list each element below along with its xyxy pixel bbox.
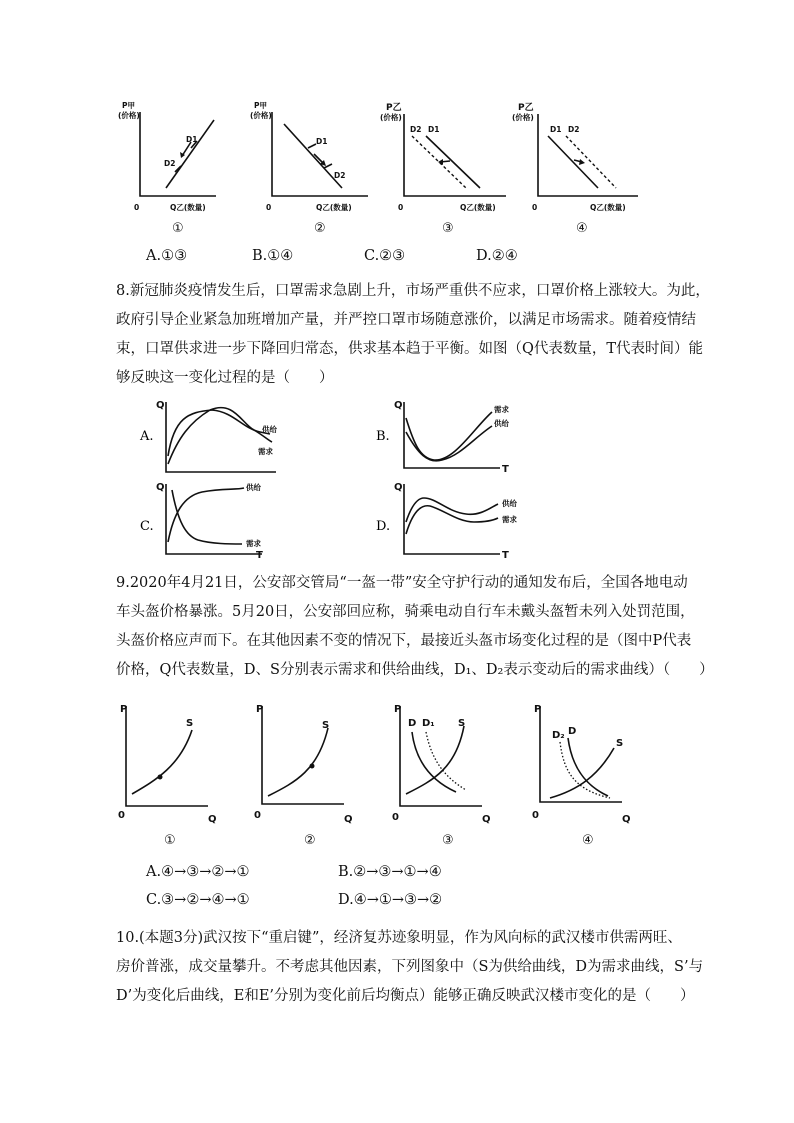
q7-graph-3: [380, 98, 510, 238]
q8-b-label-supply: 供给: [494, 419, 509, 428]
q8-a-y-label: Q: [156, 400, 165, 411]
q9-option-d[interactable]: D.④→①→③→②: [338, 892, 443, 908]
q8-d-label-demand: 需求: [502, 515, 517, 524]
q9-g4-demand-curve: [568, 738, 608, 796]
q9-g2-p-label: P: [256, 704, 264, 715]
q7-g1-number: ①: [172, 221, 184, 236]
q7-g2-origin: 0: [266, 203, 272, 212]
q8-d-y-label: Q: [394, 482, 403, 493]
q8-line-1: 8.新冠肺炎疫情发生后，口罩需求急剧上升，市场严重供不应求，口罩价格上涨较大。为此，: [116, 283, 710, 299]
q8-a-label-demand: 需求: [258, 447, 273, 456]
q9-g3-number: ③: [442, 833, 454, 848]
q9-g1-p-label: P: [120, 704, 128, 715]
q7-g2-tick-d1: [308, 144, 316, 148]
q8-c-supply-curve: [168, 488, 244, 542]
q9-g3-origin: 0: [392, 812, 399, 823]
q8-question: [116, 277, 710, 393]
q9-g2-point: [310, 764, 315, 769]
q9-g3-q-label: Q: [482, 814, 491, 825]
q7-g1-x-label: Q乙(数量): [170, 203, 206, 212]
q9-g4-origin: 0: [532, 810, 539, 821]
q8-b-axes: [404, 402, 500, 468]
q7-g2-x-label: Q乙(数量): [316, 203, 352, 212]
q9-g1-supply-curve: [132, 730, 192, 794]
q7-option-a[interactable]: A.①③: [146, 248, 188, 264]
q9-g2-q-label: Q: [344, 814, 353, 825]
q8-a-label-supply: 供给: [262, 425, 277, 434]
q9-option-b[interactable]: B.②→③→①→④: [338, 864, 442, 880]
q9-g2-origin: 0: [254, 810, 261, 821]
q8-b-label-demand: 需求: [494, 405, 509, 414]
q9-g2-s-label: S: [322, 720, 330, 731]
q8-d-label-supply: 供给: [502, 499, 517, 508]
q7-g3-d1: D1: [428, 125, 440, 134]
q7-option-c[interactable]: C.②③: [364, 248, 406, 264]
q7-g2-y-unit: (价格): [250, 111, 272, 120]
q8-b-y-label: Q: [394, 400, 403, 411]
q7-graph-4: [512, 98, 642, 238]
q7-g2-axes: [272, 112, 368, 196]
q9-g2-supply-curve: [268, 728, 328, 796]
q9-g2-axes: [262, 706, 344, 804]
q8-line-2: 政府引导企业紧急加班增加产量，并严控口罩市场随意涨价，以满足市场需求。随着疫情结: [116, 312, 696, 328]
q7-g1-d1: D1: [186, 135, 198, 144]
q8-c-y-label: Q: [156, 482, 165, 493]
q8-d-x-label: T: [502, 550, 509, 560]
q8-graph-a[interactable]: [138, 398, 298, 478]
q7-g1-d2: D2: [164, 159, 176, 168]
q7-graph-1: [118, 98, 218, 238]
q9-option-a[interactable]: A.④→③→②→①: [146, 864, 250, 880]
q10-question: [116, 924, 704, 1011]
q9-g4-q-label: Q: [622, 814, 631, 825]
q7-g4-arrow-head: [579, 159, 585, 165]
q9-line-1: 9.2020年4月21日，公安部交管局“一盔一带”安全守护行动的通知发布后，全国各地电动: [116, 575, 688, 591]
q9-g3-p-label: P: [394, 704, 402, 715]
q9-graph-1: [112, 698, 222, 848]
q9-g4-s-label: S: [616, 738, 624, 749]
q9-graph-4: [530, 698, 640, 848]
q10-line-3: D’为变化后曲线，E和E’分别为变化前后均衡点）能够正确反映武汉楼市变化的是（ ）: [116, 988, 695, 1004]
q9-graph-2: [252, 698, 362, 848]
q8-b-option: B.: [376, 429, 390, 444]
q7-g3-y-unit: (价格): [380, 113, 402, 122]
q7-g1-y-unit: (价格): [118, 111, 140, 120]
q8-b-x-label: T: [502, 464, 509, 475]
q9-line-3: 头盔价格应声而下。在其他因素不变的情况下，最接近头盔市场变化过程的是（图中P代表: [116, 633, 692, 649]
q7-g1-origin: 0: [134, 203, 140, 212]
q9-question: [116, 569, 714, 685]
q8-c-x-label: T: [256, 550, 263, 560]
q7-g4-d1: D1: [550, 125, 562, 134]
q7-option-b[interactable]: B.①④: [252, 248, 294, 264]
q9-g1-s-label: S: [186, 718, 194, 729]
q9-g4-d-label: D: [568, 726, 577, 737]
q8-graph-d[interactable]: [374, 478, 534, 560]
q7-g3-origin: 0: [398, 203, 404, 212]
q9-g3-s-label: S: [458, 718, 466, 729]
q9-g1-q-label: Q: [208, 814, 217, 825]
q9-g4-p-label: P: [534, 704, 542, 715]
q9-g3-supply-curve: [406, 726, 464, 794]
q8-a-demand-curve: [168, 408, 272, 464]
q7-g3-d1-line: [426, 136, 480, 188]
q8-d-axes: [404, 484, 500, 554]
q7-g3-number: ③: [442, 221, 454, 236]
q9-g3-d-label: D: [408, 718, 417, 729]
q7-g4-x-label: Q乙(数量): [590, 203, 626, 212]
q7-g4-number: ④: [576, 221, 588, 236]
q8-d-supply-curve: [406, 498, 498, 522]
q8-graph-b[interactable]: [374, 398, 534, 478]
q10-line-2: 房价普涨，成交量攀升。不考虑其他因素，下列图象中（S为供给曲线，D为需求曲线，S’与: [116, 959, 704, 975]
q7-g1-axes: [140, 112, 216, 196]
q9-line-2: 车头盔价格暴涨。5月20日，公安部回应称，骑乘电动自行车未戴头盔暂未列入处罚范围，: [116, 604, 695, 620]
q8-c-demand-curve: [172, 490, 242, 544]
q8-line-3: 束，口罩供求进一步下降回归常态，供求基本趋于平衡。如图（Q代表数量，T代表时间）能: [116, 341, 704, 357]
q7-g4-y-unit: (价格): [512, 113, 534, 122]
q7-g2-number: ②: [314, 221, 326, 236]
q8-a-supply-curve: [168, 410, 270, 456]
q7-g4-origin: 0: [532, 203, 538, 212]
q7-g1-y-label: P甲: [122, 101, 135, 110]
q8-d-option: D.: [376, 519, 391, 534]
q8-a-option: A.: [140, 429, 154, 444]
q7-g2-y-label: P甲: [254, 101, 267, 110]
q8-c-label-supply: 供给: [246, 483, 261, 492]
q9-option-c[interactable]: C.③→②→④→①: [146, 892, 250, 908]
q9-g1-origin: 0: [118, 810, 125, 821]
q7-g3-x-label: Q乙(数量): [460, 203, 496, 212]
q7-g3-d2: D2: [410, 125, 422, 134]
q9-g2-number: ②: [304, 833, 316, 848]
q7-g2-d1: D1: [316, 137, 328, 146]
q8-graph-c[interactable]: [138, 478, 298, 560]
q7-graph-2: [250, 98, 370, 238]
q7-g3-y-label: P乙: [386, 103, 402, 113]
q10-line-1: 10.(本题3分)武汉按下“重启键”，经济复苏迹象明显，作为风向标的武汉楼市供需两旺、: [116, 930, 682, 946]
q9-g4-supply-curve: [550, 748, 614, 798]
q7-g4-y-label: P乙: [518, 103, 534, 113]
q7-g1-demand-line: [166, 120, 214, 188]
q7-g4-d2: D2: [568, 125, 580, 134]
q8-c-label-demand: 需求: [246, 539, 261, 548]
q9-graph-3: [390, 698, 500, 848]
q7-g2-d2: D2: [334, 171, 346, 180]
q9-g1-point: [158, 775, 163, 780]
q9-g4-d2-label: D₂: [552, 730, 565, 741]
q9-line-4: 价格，Q代表数量，D、S分别表示需求和供给曲线，D₁、D₂表示变动后的需求曲线）（ ）: [116, 662, 714, 678]
q9-g4-number: ④: [582, 833, 594, 848]
q9-g1-number: ①: [164, 833, 176, 848]
q9-g4-d2-curve: [560, 742, 610, 798]
q8-line-4: 够反映这一变化过程的是（ ）: [116, 370, 334, 386]
q8-c-option: C.: [140, 519, 154, 534]
q7-option-d[interactable]: D.②④: [476, 248, 518, 264]
q9-g3-d1-label: D₁: [422, 718, 435, 729]
